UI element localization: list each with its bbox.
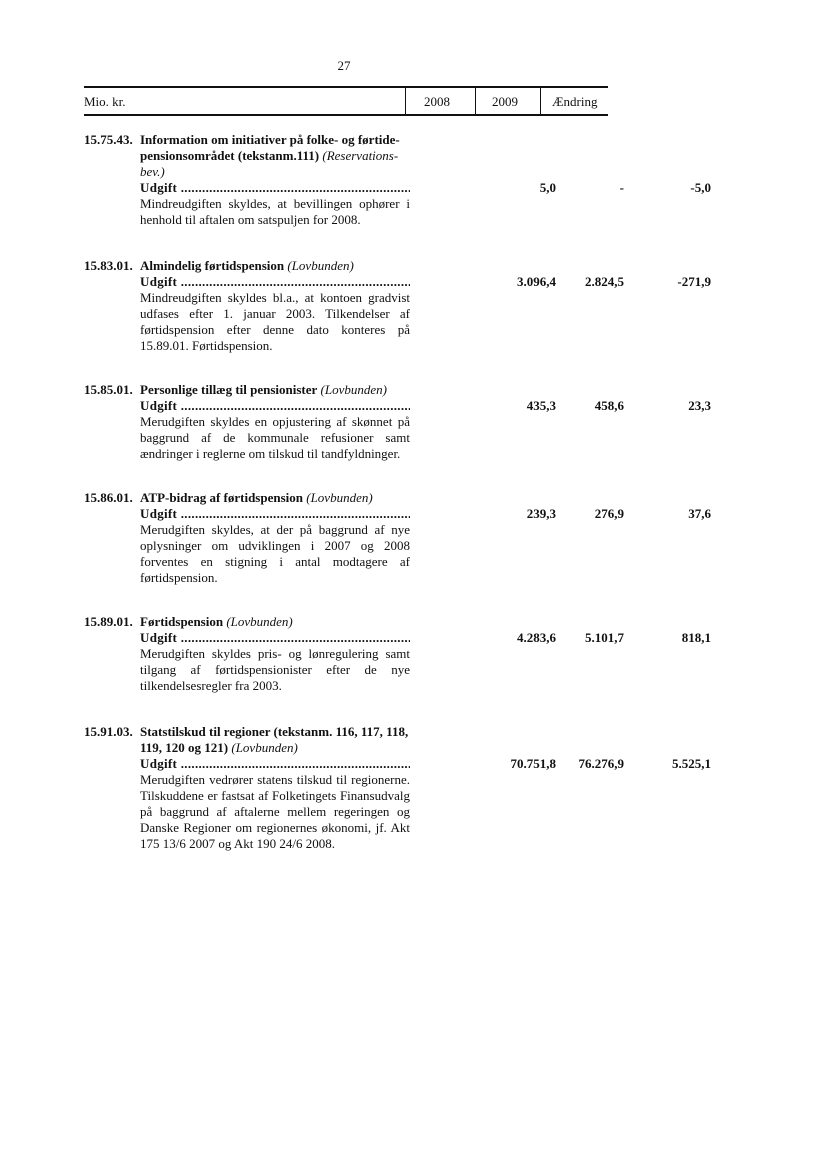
header-top-rule xyxy=(84,86,608,88)
entry-note: (Lovbunden) xyxy=(226,614,293,629)
entry-description xyxy=(140,490,410,586)
value-2009: 276,9 xyxy=(594,506,624,521)
entry-note: (Lovbunden) xyxy=(306,490,373,505)
account-code: 15.89.01. xyxy=(84,614,133,629)
value-2008: 239,3 xyxy=(526,506,556,521)
entry-description xyxy=(140,724,410,852)
page-number: 27 xyxy=(337,58,351,73)
entry-explanation: Mindreudgiften skyldes, at bevillingen ophører i henhold til aftalen om satspuljen for 2008. xyxy=(140,196,410,227)
value-2009: 5.101,7 xyxy=(585,630,624,645)
budget-entry xyxy=(84,724,711,852)
header-col-change: Ændring xyxy=(552,94,598,109)
value-2008: 4.283,6 xyxy=(517,630,556,645)
value-change: -5,0 xyxy=(690,180,711,195)
entry-title: Information om initiativer på folke- og førtide-pensionsområdet (tekstanm.111) xyxy=(140,132,400,163)
value-2009: 458,6 xyxy=(594,398,624,413)
value-2008: 5,0 xyxy=(539,180,556,195)
value-change: 818,1 xyxy=(681,630,711,645)
account-code: 15.83.01. xyxy=(84,258,133,273)
value-change: 37,6 xyxy=(688,506,711,521)
entry-label: Udgift ..... xyxy=(140,180,410,196)
entry-explanation: Merudgiften skyldes, at der på baggrund af nye oplysninger om udviklingen i 2007 og 2008 forventes en stigning i antal modtagere af førtidspension. xyxy=(140,522,410,585)
value-2009: - xyxy=(619,180,624,195)
entry-label: Udgift ..... xyxy=(140,756,410,772)
entry-title: Førtidspension xyxy=(140,614,224,629)
entry-description xyxy=(140,132,410,228)
header-separator xyxy=(540,86,541,116)
budget-entry xyxy=(84,132,711,228)
budget-entry xyxy=(84,258,711,354)
entry-note: (Lovbunden) xyxy=(320,382,387,397)
entry-label: Udgift ..... xyxy=(140,506,410,522)
entry-label: Udgift ..... xyxy=(140,630,410,646)
budget-entry xyxy=(84,382,711,462)
budget-entry xyxy=(84,490,711,586)
entry-description xyxy=(140,614,410,694)
account-code: 15.75.43. xyxy=(84,132,133,147)
entry-note: (Reservations-bev.) xyxy=(140,148,399,179)
header-col-2009: 2009 xyxy=(492,94,518,109)
value-change: 23,3 xyxy=(688,398,711,413)
entry-title: Personlige tillæg til pensionister xyxy=(140,382,318,397)
value-2008: 70.751,8 xyxy=(510,756,556,771)
value-change: -271,9 xyxy=(677,274,711,289)
header-separator xyxy=(405,86,406,116)
header-separator xyxy=(475,86,476,116)
entry-note: (Lovbunden) xyxy=(231,740,298,755)
account-code: 15.85.01. xyxy=(84,382,133,397)
entry-explanation: Merudgiften skyldes en opjustering af skønnet på baggrund af de kommunale refusioner samt ændringer i reglerne om tilskud til tandfyldninger. xyxy=(140,414,410,461)
header-unit: Mio. kr. xyxy=(84,94,126,109)
account-code: 15.91.03. xyxy=(84,724,133,739)
entry-description xyxy=(140,258,410,354)
entry-title: ATP-bidrag af førtidspension xyxy=(140,490,303,505)
entry-note: (Lovbunden) xyxy=(287,258,354,273)
header-col-2008: 2008 xyxy=(424,94,450,109)
value-2009: 76.276,9 xyxy=(578,756,624,771)
header-bottom-rule xyxy=(84,114,608,116)
entry-description xyxy=(140,382,410,462)
entry-label: Udgift ..... xyxy=(140,274,410,290)
value-2009: 2.824,5 xyxy=(585,274,624,289)
entry-title: Statstilskud til regioner (tekstanm. 116, 117, 118, 119, 120 og 121) xyxy=(140,724,409,755)
entry-explanation: Merudgiften skyldes pris- og lønregulering samt tilgang af førtidspensionister efter de nye tilkendelsesregler fra 2003. xyxy=(140,646,410,693)
budget-entry xyxy=(84,614,711,694)
value-2008: 435,3 xyxy=(526,398,556,413)
entry-title: Almindelig førtidspension xyxy=(140,258,285,273)
account-code: 15.86.01. xyxy=(84,490,133,505)
entry-explanation: Mindreudgiften skyldes bl.a., at kontoen gradvist udfases efter 1. januar 2003. Tilkendelser af førtidspension efter denne dato konteres på 15.89.01. Førtidspension. xyxy=(140,290,410,353)
entry-explanation: Merudgiften vedrører statens tilskud til regionerne. Tilskuddene er fastsat af Folketingets Finansudvalg på baggrund af aftalerne mellem regeringen og Danske Regioner om regionernes økonomi, jf. Akt 175 13/6 2007 og Akt 190 24/6 2008. xyxy=(140,772,410,851)
value-change: 5.525,1 xyxy=(672,756,711,771)
value-2008: 3.096,4 xyxy=(517,274,556,289)
entry-label: Udgift ..... xyxy=(140,398,410,414)
